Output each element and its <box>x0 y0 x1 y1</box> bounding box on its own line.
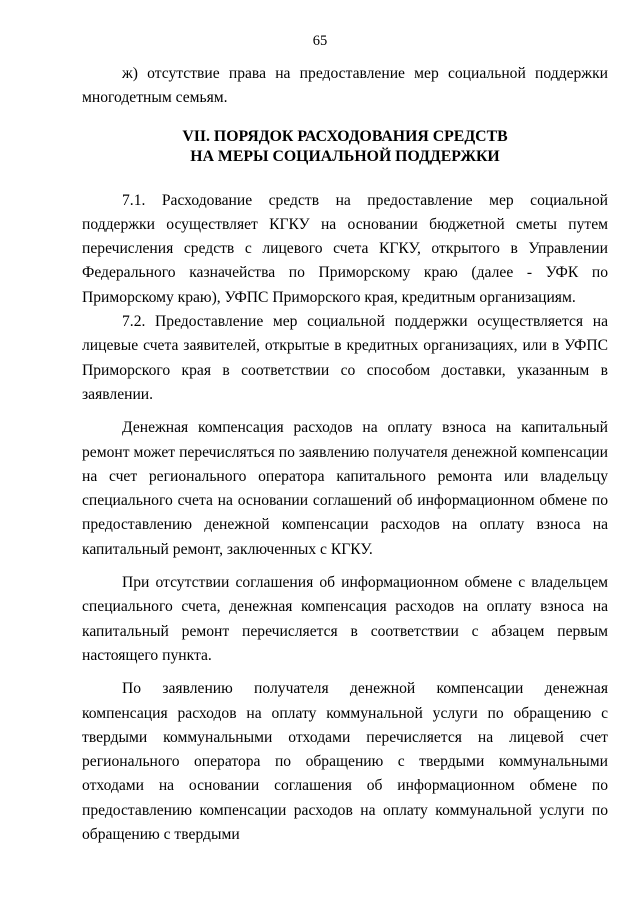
paragraph-7-1: 7.1. Расходование средств на предоставление мер социальной поддержки осуществляет КГКУ на основании бюджетной сметы путем перечисления средств с лицевого счета КГКУ, открытого в Управлении Федерального казначейства по Приморскому краю (далее - УФК по Приморскому краю), УФПС Приморского края, кредитным организациям. <box>82 191 608 306</box>
paragraph-no-agreement: При отсутствии соглашения об информационном обмене с владельцем специального счета, денежная компенсация расходов на оплату взноса на капитальный ремонт перечисляется в соответствии с абзацем первым настоящего пункта. <box>82 574 608 664</box>
section-heading-line-2: НА МЕРЫ СОЦИАЛЬНОЙ ПОДДЕРЖКИ <box>190 147 500 165</box>
document-body <box>82 62 608 847</box>
section-heading-line-1: VII. ПОРЯДОК РАСХОДОВАНИЯ СРЕДСТВ <box>182 127 508 145</box>
paragraph-7-2: 7.2. Предоставление мер социальной поддержки осуществляется на лицевые счета заявителей, открытые в кредитных организациях, или в УФПС Приморского края в соответствии со способом доставки, указанным в заявлении. <box>82 313 608 403</box>
paragraph-item-zh: ж) отсутствие права на предоставление мер социальной поддержки многодетным семьям. <box>82 65 608 107</box>
paragraph-capital-repair-compensation: Денежная компенсация расходов на оплату взноса на капитальный ремонт может перечисляться по заявлению получателя денежной компенсации на счет регионального оператора капитального ремонта или владельцу специального счета на основании соглашений об информационном обмене по предоставлению денежной компенсации расходов на оплату взноса на капитальный ремонт, заключенных с КГКУ. <box>82 419 608 558</box>
paragraph-solid-waste-compensation: По заявлению получателя денежной компенсации денежная компенсация расходов на оплату коммунальной услуги по обращению с твердыми коммунальными отходами перечисляется на лицевой счет регионального оператора по обращению с твердыми коммунальными отходами на основании соглашения об информационном обмене по предоставлению компенсации расходов на оплату коммунальной услуги по обращению с твердыми <box>82 680 608 844</box>
section-heading <box>82 127 608 167</box>
page-number: 65 <box>312 33 328 49</box>
